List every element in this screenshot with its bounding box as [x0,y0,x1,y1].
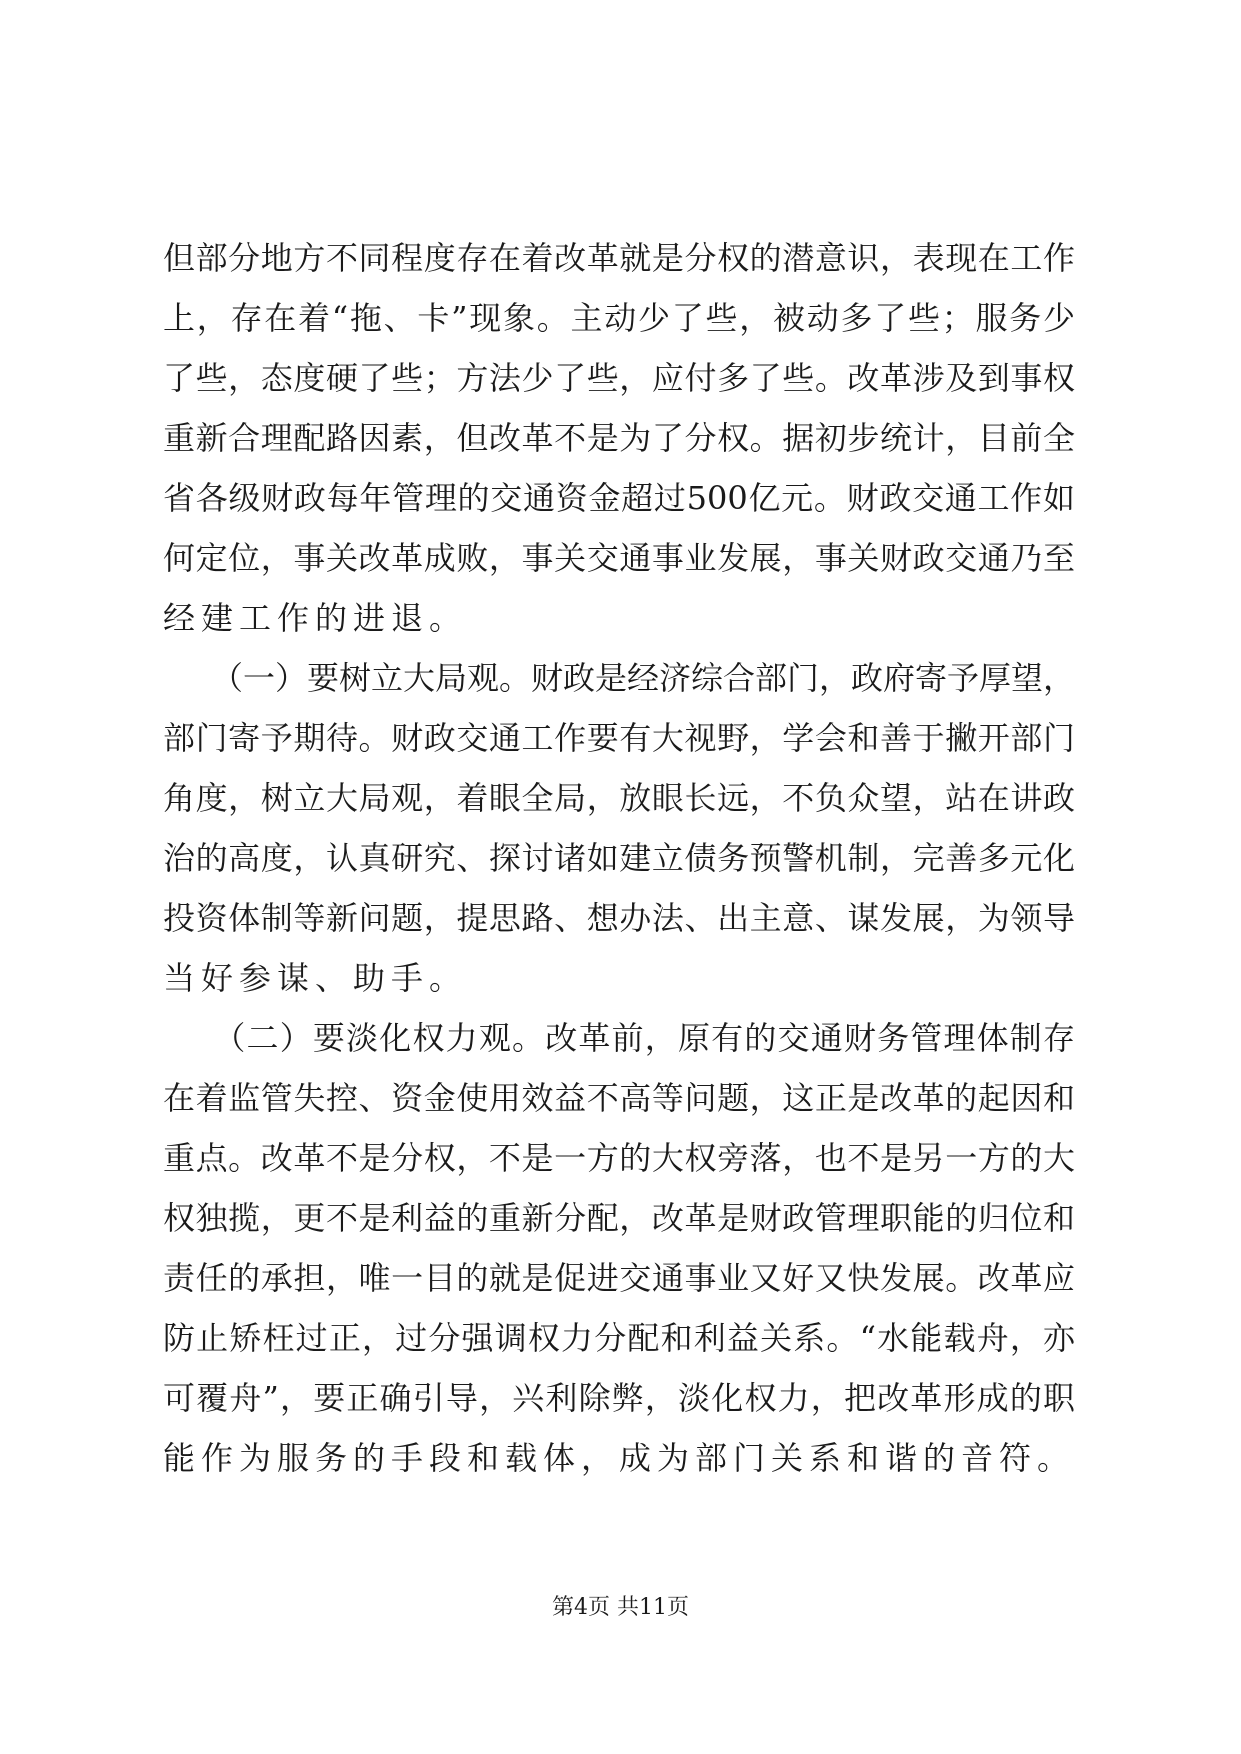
text-line: 防止矫枉过正，过分强调权力分配和利益关系。“水能载舟，亦 [163,1319,1075,1357]
text-line: 部门寄予期待。财政交通工作要有大视野，学会和善于撇开部门 [163,719,1075,757]
text-line: （一）要树立大局观。财政是经济综合部门，政府寄予厚望， [163,659,1076,697]
text-line: 上，存在着“拖、卡”现象。主动少了些，被动多了些；服务少 [163,299,1075,337]
text-line: 投资体制等新问题，提思路、想办法、出主意、谋发展，为领导 [163,899,1075,937]
text-line: 可覆舟”，要正确引导，兴利除弊，淡化权力，把改革形成的职 [163,1379,1075,1417]
text-line: 何定位，事关改革成败，事关交通事业发展，事关财政交通乃至 [163,539,1075,577]
text-line: 但部分地方不同程度存在着改革就是分权的潜意识，表现在工作 [163,239,1075,277]
text-line: 省各级财政每年管理的交通资金超过500亿元。财政交通工作如 [163,479,1075,517]
text-line: 角度，树立大局观，着眼全局，放眼长远，不负众望，站在讲政 [163,779,1075,817]
document-body [163,228,1075,1488]
text-line: 权独揽，更不是利益的重新分配，改革是财政管理职能的归位和 [163,1199,1075,1237]
text-line: 能作为服务的手段和载体，成为部门关系和谐的音符。 [163,1439,1076,1477]
text-line: 重新合理配路因素，但改革不是为了分权。据初步统计，目前全 [163,419,1075,457]
text-line: 了些，态度硬了些；方法少了些，应付多了些。改革涉及到事权 [163,359,1075,397]
text-line: 经建工作的进退。 [163,599,468,637]
text-line: （二）要淡化权力观。改革前，原有的交通财务管理体制存 [163,1019,1075,1057]
text-line: 责任的承担，唯一目的就是促进交通事业又好又快发展。改革应 [163,1259,1075,1297]
text-line: 当好参谋、助手。 [163,959,468,997]
text-line: 在着监管失控、资金使用效益不高等问题，这正是改革的起因和 [163,1079,1075,1117]
page-number-footer: 第4页 共11页 [552,1595,689,1620]
text-line: 重点。改革不是分权，不是一方的大权旁落，也不是另一方的大 [163,1139,1075,1177]
text-line: 治的高度，认真研究、探讨诸如建立债务预警机制，完善多元化 [163,839,1075,877]
